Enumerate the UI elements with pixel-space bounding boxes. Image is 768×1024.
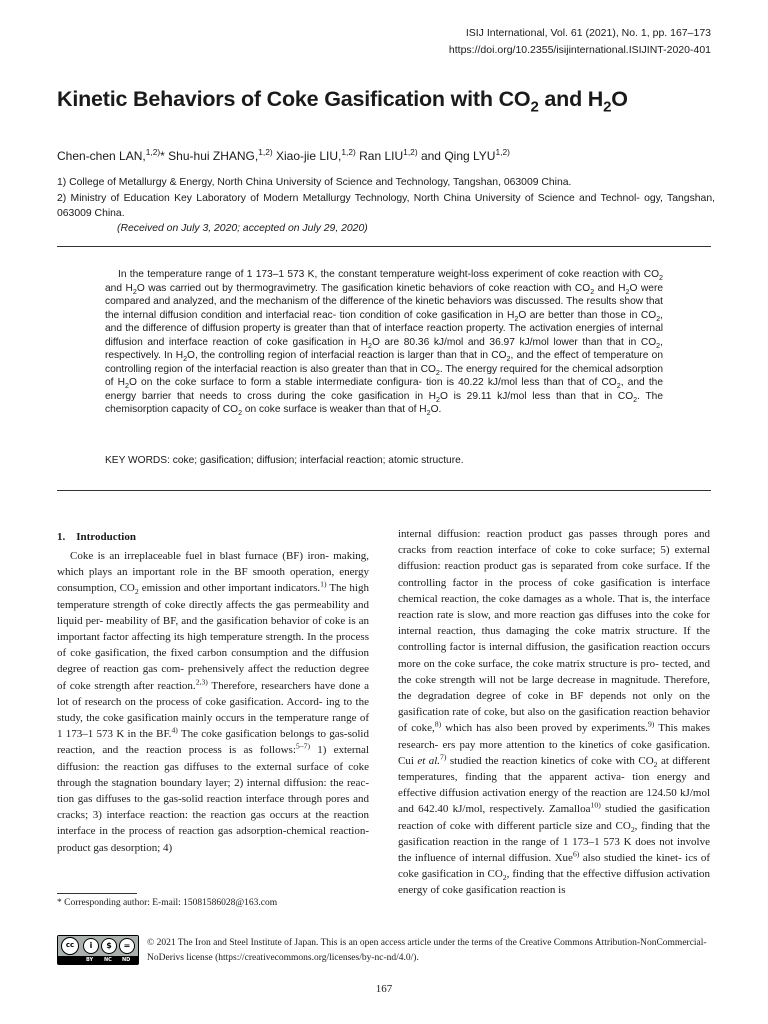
reference-marker[interactable]: 7) [440, 752, 447, 762]
author-name: Xiao-jie LIU, [275, 149, 342, 163]
author-name: Chen-chen LAN, [57, 149, 146, 163]
author-name: Ran LIU [359, 149, 404, 163]
affiliation-2: 2) Ministry of Education Key Laboratory of Modern Metallurgy Technology, North China University of Science and Technol- ogy, Tangshan, 063009 China. [57, 192, 715, 219]
keywords: KEY WORDS: coke; gasification; diffusion; interfacial reaction; atomic structure. [105, 455, 464, 466]
journal-citation: ISIJ International, Vol. 61 (2021), No. 1, pp. 167–173 [465, 27, 711, 39]
paper-title: Kinetic Behaviors of Coke Gasification with $CO_2$ and $H_2O$ [57, 87, 628, 116]
cc-label-nd: ND [122, 957, 131, 963]
abstract: In the temperature range of 1 173–1 573 K, the constant temperature weight-loss experiment of coke reaction with $CO_2$ and $H_2O$ was carried out by thermogravimetry. The gasification kinetic behaviors of coke reaction with $CO_2$ and $H_2O$ were compared and analyzed, and the mechanism of the difference of the kinetic behaviors was discussed. The results show that the internal diffusion condition and interfacial reac- tion condition of coke gasification in $H_2O$ are better than those in $CO_2$, and the difference of diffusion property is greater than that of interface reaction property. The activation energies of internal diffusion and interface reaction of coke gasification in $H_2O$ are 80.36 kJ/mol and 36.97 kJ/mol lower than that in $CO_2$, respectively. In $H_2O$, the controlling region of interfacial reaction is larger than that in $CO_2$, and the effect of temperature on controlling region of the interfacial reaction is also greater than that in $CO_2$. The energy required for the chemical adsorption of $H_2O$ on the coke surface to form a stable intermediate configura- tion is 40.22 kJ/mol less than that of $CO_2$, and the energy barrier that needs to cross during the coke gasification in $H_2O$ is 29.11 kJ/mol less than that in $CO_2$. The chemisorption capacity of $CO_2$ on coke surface is weaker than that of $H_2O$. [105, 269, 664, 418]
cc-license-badge[interactable] [57, 935, 139, 965]
section-heading: 1. Introduction [57, 531, 136, 543]
noderivs-icon: = [119, 938, 135, 954]
cc-label-by: BY [86, 957, 94, 963]
affiliation-1: 1) College of Metallurgy & Energy, North China University of Science and Technology, Tangshan, 063009 China. [57, 177, 572, 188]
reference-marker[interactable]: 2,3) [195, 676, 208, 686]
reference-marker[interactable]: 9) [647, 719, 655, 729]
reference-marker[interactable]: 6) [572, 849, 580, 859]
reference-marker[interactable]: 1) [320, 579, 327, 589]
body-column-right: internal diffusion: reaction product gas passes through pores and cracks from reaction interface of coke to coke surface; 5) external diffusion: reaction product gas is separated from coke surface. If the controlling factor in the process of coke gasification is interface chemical reaction, the coke damages as a whole. That is, the interface reaction rate is slow, and more reaction gas diffuses into the coke for internal reaction, thus damaging the coke matrix structure. If the controlling factor is internal diffusion, the gasification reaction occurs more on the coke surface, the coke matrix structure is pro- tected, and the coke strength will not be large decrease in magnitude. Therefore, the degradation degree of coke in BF depends not only on the gasification rate of coke, but also on the gasification reaction behavior of coke,$^{8)}$ which has also been proved by experiments.$^{9)}$ This makes research- ers pay more attention to the kinetics of coke gasification. Cui et al.$^{7)}$ studied the reaction kinetics of coke with $CO_2$ at different temperatures, finding that the apparent activa- tion energy and effective diffusion activation energy of the reaction are 124.50 kJ/mol and 642.40 kJ/mol, respectively. Zamalloa$^{10)}$ studied the gasification reaction of coke with different particle size and $CO_2$, finding that the gasification reaction in the range of 1 173–1 573 K does not involve the influence of internal diffusion. Xue$^{6)}$ also studied the kinet- ics of coke gasification in $CO_2$, finding that the effective diffusion activation energy of coke gasification reaction is [398, 528, 711, 897]
author-name: Shu-hui ZHANG, [168, 149, 259, 163]
reference-marker[interactable]: 5–7) [295, 741, 310, 751]
attribution-icon: i [83, 938, 99, 954]
doi-link[interactable]: https://doi.org/10.2355/isijinternational.ISIJINT-2020-401 [448, 44, 711, 56]
received-dates: (Received on July 3, 2020; accepted on July 29, 2020) [117, 223, 368, 234]
license-text: © 2021 The Iron and Steel Institute of Japan. This is an open access article under the terms of the Creative Commons Attribution-NonCommercial-NoDerivs license (https://creativecommons.org/licenses/by-nc-nd/4.0/). [147, 938, 707, 963]
corresponding-author-footnote: * Corresponding author: E-mail: 15081586028@163.com [57, 898, 278, 908]
body-column-left: Coke is an irreplaceable fuel in blast furnace (BF) iron- making, which plays an important role in the BF smooth operation, energy consumption, $CO_2$ emission and other important indicators.$^{1)}$ The high temperature strength of coke directly affects the gas permeability and liquid per- meability of BF, and the gasification behavior of coke is an important factor affecting its high temperature strength. In the process of coke gasification, the fixed carbon consumption and the diffusion degree of reaction gas com- prehensively affect the reduction degree of coke strength after reaction.$^{2,3)}$ Therefore, researchers have done a lot of research on the process of coke gasification. Accord- ing to the study, the coke gasification mainly occurs in the temperature range of 1 173–1 573 K in the BF.$^{4)}$ The coke gasification belongs to gas-solid reaction, and the reaction process is as follows:$^{5-7)}$ 1) external diffusion: the reaction gas diffuses to the external surface of coke through the stagnation boundary layer; 2) internal diffusion: the reac- tion gas diffuses to the gas-solid reaction interface through pores and cracks; 3) interface reaction: the reaction gas occurs at the reaction interface in the process of reaction gas adsorption-chemical reaction-product gas desorption; 4) [57, 550, 369, 854]
page-number: 167 [375, 983, 393, 995]
reference-marker[interactable]: 4) [171, 725, 178, 735]
divider-abstract [57, 490, 711, 491]
affiliations [57, 175, 715, 222]
divider-top [57, 246, 711, 247]
author-name: Qing LYU [444, 149, 496, 163]
footnote-rule [57, 893, 137, 894]
noncommercial-icon: $ [101, 938, 117, 954]
cc-icon: cc [61, 937, 79, 955]
author-list: Chen-chen LAN,$^{1,2)}$* Shu-hui ZHANG,$^{1,2)}$ Xiao-jie LIU,$^{1,2)}$ Ran LIU$^{1,2)}$ and Qing LYU$^{1,2)}$ [57, 147, 510, 163]
journal-header [449, 25, 711, 59]
reference-marker[interactable]: 10) [590, 800, 601, 810]
reference-marker[interactable]: 8) [434, 719, 442, 729]
cc-label-nc: NC [104, 957, 112, 963]
